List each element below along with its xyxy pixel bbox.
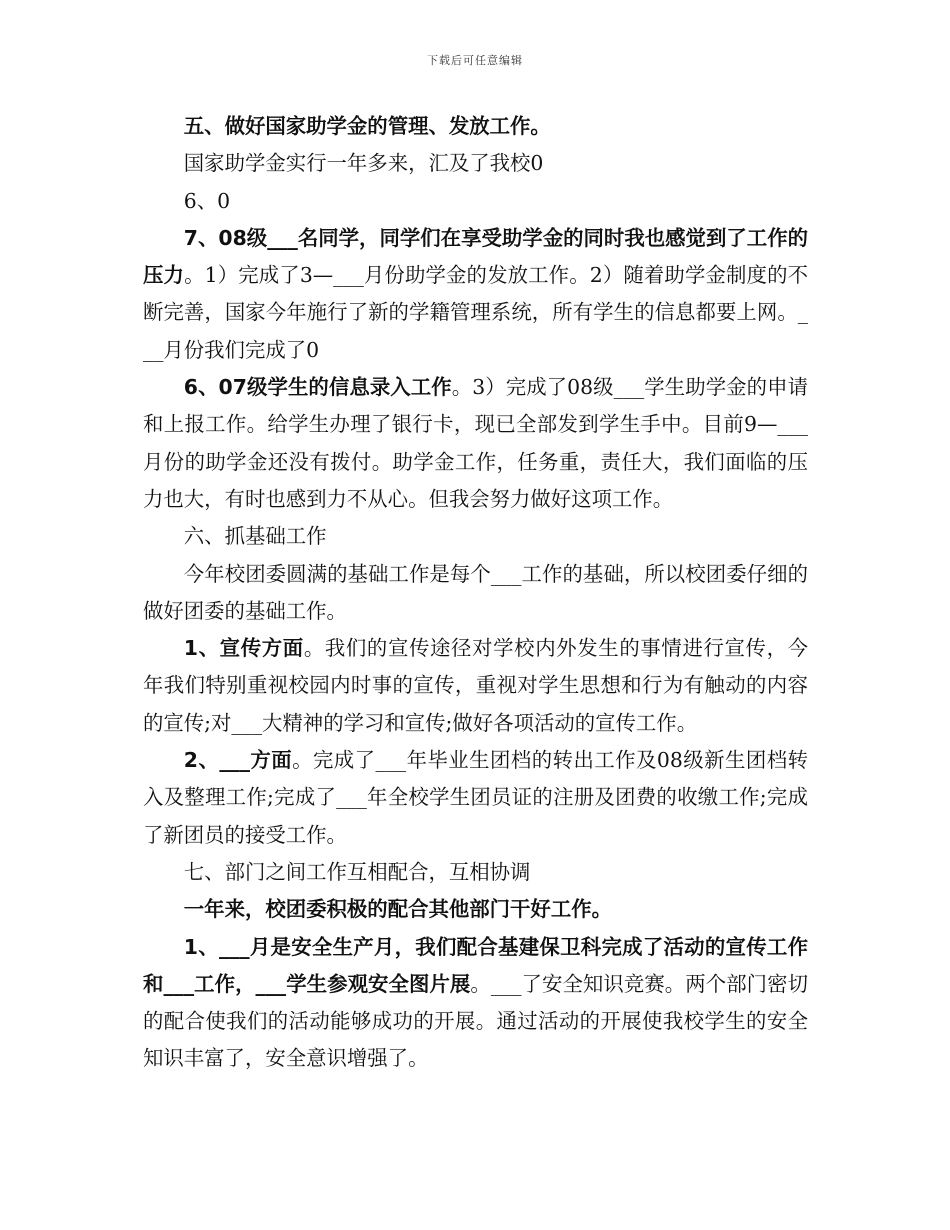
paragraph xyxy=(143,220,808,369)
bold-text: 五、做好国家助学金的管理、发放工作。 xyxy=(183,114,551,138)
bold-text: 一年来，校团委积极的配合其他部门干好工作。 xyxy=(183,897,612,922)
paragraph xyxy=(143,891,808,928)
paragraph xyxy=(143,630,808,742)
paragraph xyxy=(143,145,808,182)
paragraph-text: 国家助学金实行一年多来，汇及了我校0 xyxy=(183,151,544,176)
paragraph xyxy=(143,556,808,631)
section-heading-5 xyxy=(143,108,808,145)
bold-text: 1、___月是安全生产月，我们配合基建保卫科完成了活动的宣传工作和___工作，___学生参观安全图片展 xyxy=(143,934,808,996)
section-heading-7 xyxy=(143,854,808,891)
paragraph-text: 。3）完成了08级___学生助学金的申请和上报工作。给学生办理了银行卡，现已全部发到学生手中。目前9—___月份的助学金还没有拨付。助学金工作，任务重，责任大，我们面临的压力也大，有时也感到力不从心。但我会努力做好这项工作。 xyxy=(143,375,808,511)
bold-text: 2、___方面 xyxy=(183,748,293,773)
paragraph xyxy=(143,742,808,854)
paragraph xyxy=(143,929,808,1078)
page-header: 下载后可任意编辑 xyxy=(427,54,523,67)
paragraph-text: 。1）完成了3—___月份助学金的发放工作。2）随着助学金制度的不断完善，国家今年施行了新的学籍管理系统，所有学生的信息都要上网。___月份我们完成了0 xyxy=(143,263,808,362)
paragraph-text: 。我们的宣传途径对学校内外发生的事情进行宣传，今年我们特别重视校园内时事的宣传，重视对学生思想和行为有触动的内容的宣传;对___大精神的学习和宣传;做好各项活动的宣传工作。 xyxy=(143,636,809,735)
bold-text: 6、07级学生的信息录入工作 xyxy=(183,375,452,400)
section-heading-6 xyxy=(143,518,808,555)
bold-text: 1、宣传方面 xyxy=(183,636,304,661)
heading-text: 六、抓基础工作 xyxy=(183,524,327,549)
bold-text: 7、08级___名同学，同学们在享受助学金的同时我也感觉到了工作的压力 xyxy=(143,225,808,288)
heading-text: 七、部门之间工作互相配合，互相协调 xyxy=(183,859,531,884)
paragraph-text: 6、0 xyxy=(183,188,231,213)
document-body xyxy=(143,108,808,1078)
paragraph xyxy=(143,369,808,518)
paragraph-text: 今年校团委圆满的基础工作是每个___工作的基础，所以校团委仔细的做好团委的基础工作。 xyxy=(143,561,808,623)
paragraph xyxy=(143,183,808,220)
paragraph-text: 。完成了___年毕业生团档的转出工作及08级新生团档转入及整理工作;完成了___年全校学生团员证的注册及团费的收缴工作;完成了新团员的接受工作。 xyxy=(143,748,808,847)
paragraph-text: 。___了安全知识竞赛。两个部门密切的配合使我们的活动能够成功的开展。通过活动的开展使我校学生的安全知识丰富了，安全意识增强了。 xyxy=(143,971,808,1071)
